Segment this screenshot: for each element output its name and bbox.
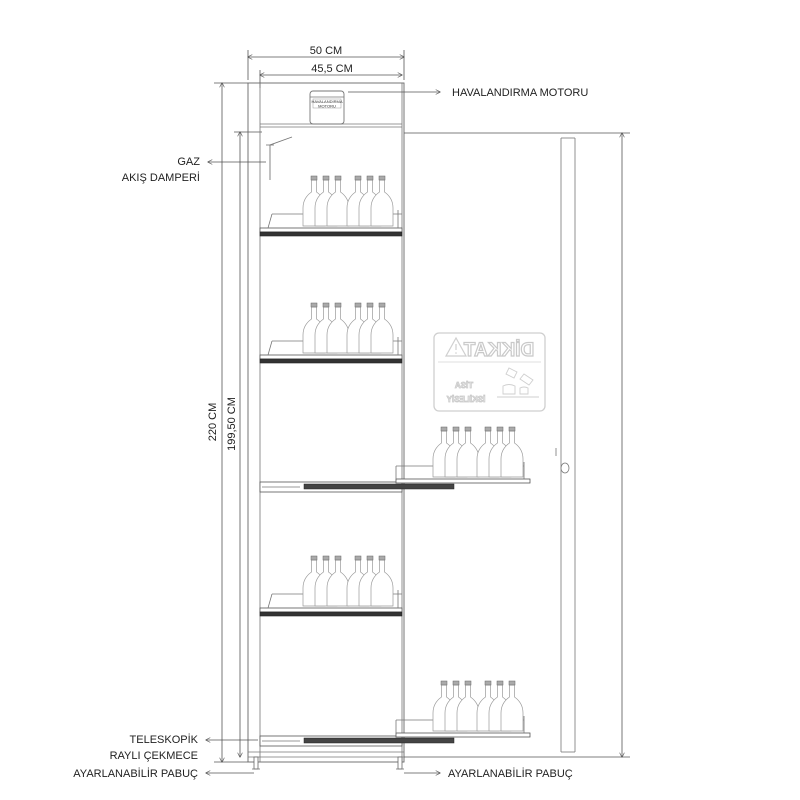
bottle-cap: [379, 303, 385, 307]
bottle: [327, 307, 349, 353]
bottle-cap: [379, 176, 385, 180]
bottle-cap: [465, 681, 471, 685]
bottle-cap: [311, 303, 317, 307]
bottle: [371, 307, 393, 353]
bottle-cap: [335, 556, 341, 560]
bottle-cap: [441, 427, 447, 431]
shelf-rail: [260, 612, 402, 616]
telescopic-rail: [304, 738, 454, 743]
foot-left-label: AYARLANABİLİR PABUÇ: [73, 768, 198, 780]
bottle-cap: [323, 176, 329, 180]
bottle: [371, 180, 393, 226]
shelf-2[interactable]: [260, 303, 402, 363]
bottle-cap: [367, 303, 373, 307]
warning-line2: İSKİLESİY: [446, 395, 486, 404]
bottle-cap: [323, 556, 329, 560]
drawer-label-line2: RAYLI ÇEKMECE: [109, 750, 198, 762]
bottle-cap: [355, 556, 361, 560]
shelf-tray: [260, 355, 402, 359]
foot-left: [254, 757, 258, 769]
warning-sign: [434, 333, 545, 411]
warning-title: DİKKAT: [463, 340, 535, 361]
bottle-cap: [367, 556, 373, 560]
drawer-label-line1: TELESKOPİK: [129, 734, 198, 746]
bottle: [457, 431, 479, 477]
ventilation-motor-label: HAVALANDIRMA MOTORU: [452, 87, 589, 99]
bottle: [457, 685, 479, 731]
bottle-cap: [509, 427, 515, 431]
height-dimensions: [207, 83, 262, 762]
bottle-cap: [335, 303, 341, 307]
cabinet-door: [556, 138, 575, 752]
bottle: [371, 560, 393, 606]
shelf-rail: [260, 232, 402, 236]
extended-tray: [396, 733, 530, 737]
bottle-cap: [485, 427, 491, 431]
bottle: [327, 560, 349, 606]
bottle: [501, 431, 523, 477]
inner-height-label: 199,50 CM: [226, 397, 238, 451]
bottle-cap: [367, 176, 373, 180]
ventilation-motor: [310, 91, 344, 124]
outer-width-label: 50 CM: [309, 45, 343, 57]
gas-flow-damper: [266, 137, 292, 180]
bottle-cap: [497, 427, 503, 431]
bottle-cap: [323, 303, 329, 307]
bottle: [327, 180, 349, 226]
inner-width-label: 45,5 CM: [311, 63, 353, 75]
shelf-1[interactable]: [260, 176, 402, 236]
foot-right: [398, 757, 402, 769]
foot-right-label: AYARLANABİLİR PABUÇ: [448, 768, 573, 780]
width-dimensions: [248, 45, 404, 88]
warning-line1: TİSA: [454, 381, 474, 390]
gas-damper-label-line2: AKIŞ DAMPERİ: [121, 172, 200, 184]
extended-tray: [396, 479, 530, 483]
total-height-label: 220 CM: [207, 402, 219, 442]
motor-plate-line1: HAVALANDIRMA: [311, 99, 343, 104]
bottle-cap: [311, 176, 317, 180]
bottle-cap: [441, 681, 447, 685]
shelf-tray: [260, 228, 402, 232]
shelves-group: [260, 176, 530, 746]
bottle-cap: [453, 681, 459, 685]
bottle-cap: [335, 176, 341, 180]
bottle-cap: [311, 556, 317, 560]
shelf-5[interactable]: [260, 681, 530, 746]
shelf-3[interactable]: [260, 427, 530, 492]
adjustable-feet: [252, 757, 404, 769]
bottle-cap: [497, 681, 503, 685]
bottle-cap: [453, 427, 459, 431]
bottle: [501, 685, 523, 731]
motor-plate-line2: MOTORU: [318, 103, 336, 109]
bottle-cap: [465, 427, 471, 431]
bottle-cap: [379, 556, 385, 560]
bottle-cap: [355, 303, 361, 307]
telescopic-rail: [304, 484, 454, 489]
bottle-cap: [485, 681, 491, 685]
door-handle: [561, 463, 569, 473]
gas-damper-label-line1: GAZ: [177, 156, 200, 168]
shelf-tray: [260, 608, 402, 612]
shelf-4[interactable]: [260, 556, 402, 616]
bottle-cap: [509, 681, 515, 685]
shelf-rail: [260, 359, 402, 363]
bottle-cap: [355, 176, 361, 180]
